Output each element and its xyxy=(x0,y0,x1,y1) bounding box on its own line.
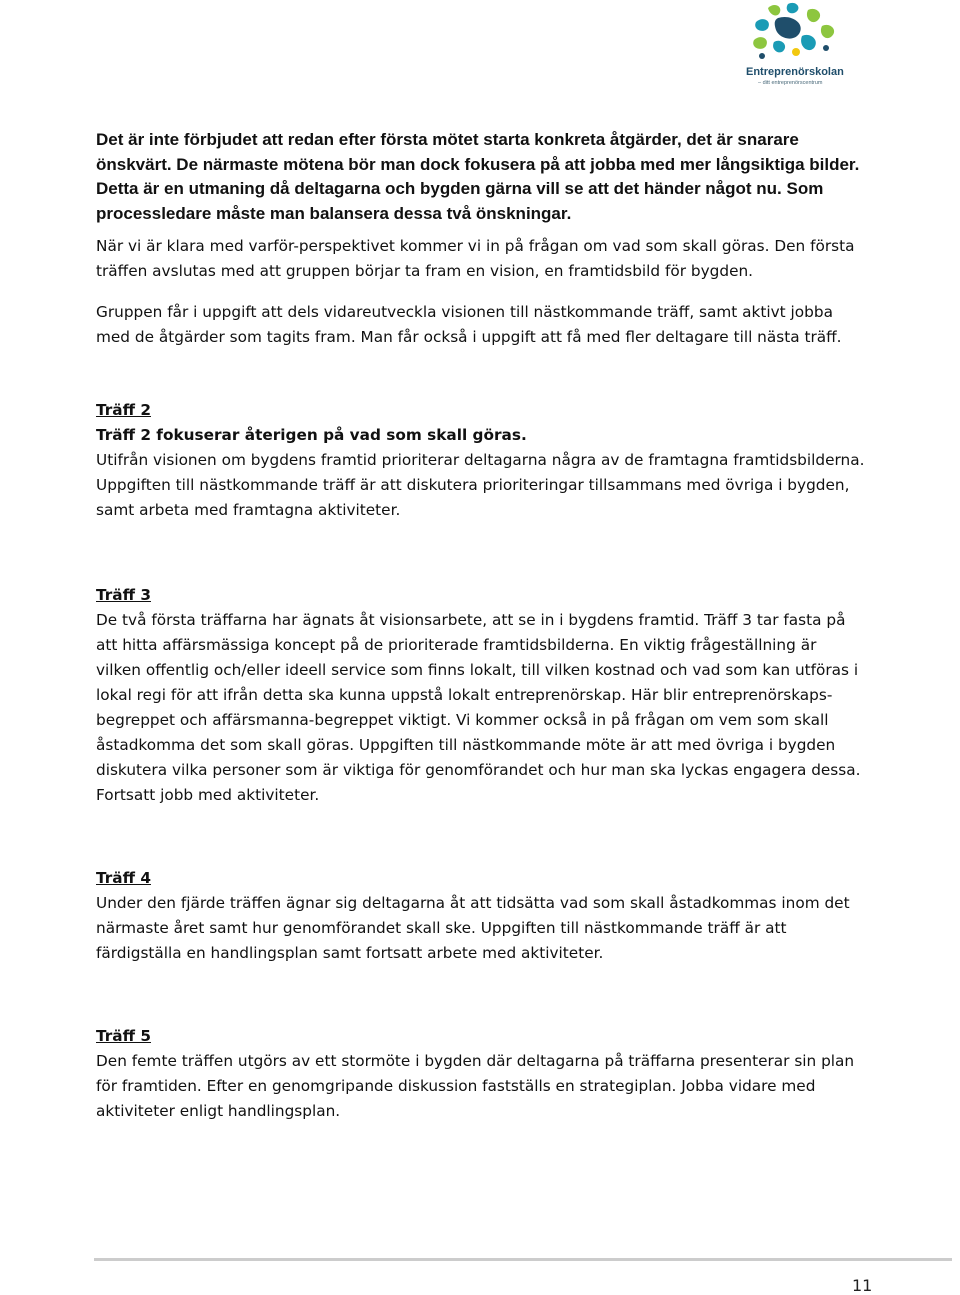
traff-5-heading: Träff 5 xyxy=(96,1027,151,1045)
traff-2-subheading: Träff 2 fokuserar återigen på vad som skall göras. xyxy=(96,426,527,444)
traff-2-body: Utifrån visionen om bygdens framtid prioriterar deltagarna några av de framtagna framtidsbilderna. Uppgiften till nästkommande träff är att diskutera prioriteringar tillsammans med övriga i bygden, samt arbeta med framtagna aktiviteter. xyxy=(96,451,865,519)
logo-name: Entreprenörskolan xyxy=(746,66,844,78)
footer-divider xyxy=(94,1258,952,1261)
traff-5-body: Den femte träffen utgörs av ett stormöte i bygden där deltagarna på träffarna presenterar sin plan för framtiden. Efter en genomgripande diskussion fastställs en strategiplan. Jobba vidare med aktiviteter enligt handlingsplan. xyxy=(96,1052,855,1120)
traff-4-body: Under den fjärde träffen ägnar sig deltagarna åt att tidsätta vad som skall åstadkommas inom det närmaste året samt hur genomförandet skall ske. Uppgiften till nästkommande träff är att färdigställa en handlingsplan samt fortsatt arbete med aktiviteter. xyxy=(96,894,850,962)
logo-tagline: – ditt entreprenörscentrum xyxy=(758,80,823,86)
document-body xyxy=(96,128,866,1124)
intro-paragraph-1: När vi är klara med varför-perspektivet kommer vi in på frågan om vad som skall göras. Den första träffen avslutas med att gruppen börjar ta fram en vision, en framtidsbild för bygden. xyxy=(96,237,855,280)
traff-2-heading: Träff 2 xyxy=(96,401,151,419)
traff-4-heading: Träff 4 xyxy=(96,869,151,887)
page-number: 11 xyxy=(852,1276,873,1295)
traff-3-body: De två första träffarna har ägnats åt visionsarbete, att se in i bygdens framtid. Träff 3 tar fasta på att hitta affärsmässiga koncept på de prioriterade framtidsbilderna. En viktig frågeställning är vilken offentlig och/eller ideell service som finns lokalt, till vilken kostnad och vad som kan utföras i lokal regi för att ifrån detta ska kunna uppstå lokalt entreprenörskap. Här blir entreprenörskaps-begreppet och affärsmanna-begreppet viktigt. Vi kommer också in på frågan om vem som skall åstadkomma det som skall göras. Uppgiften till nästkommande möte är att med övriga i bygden diskutera vilka personer som är viktiga för genomförandet och hur man ska lyckas engagera dessa. Fortsatt jobb med aktiviteter. xyxy=(96,611,861,804)
intro-paragraph-2: Gruppen får i uppgift att dels vidareutveckla visionen till nästkommande träff, samt aktivt jobba med de åtgärder som tagits fram. Man får också i uppgift att få med fler deltagare till nästa träff. xyxy=(96,303,842,346)
traff-3-heading: Träff 3 xyxy=(96,586,151,604)
intro-bold-paragraph: Det är inte förbjudet att redan efter första mötet starta konkreta åtgärder, det är snarare önskvärt. De närmaste mötena bör man dock fokusera på att jobba med mer långsiktiga bilder. Detta är en utmaning då deltagarna och bygden gärna vill se att det händer något nu. Som processledare måste man balansera dessa två önskningar. xyxy=(96,130,860,223)
